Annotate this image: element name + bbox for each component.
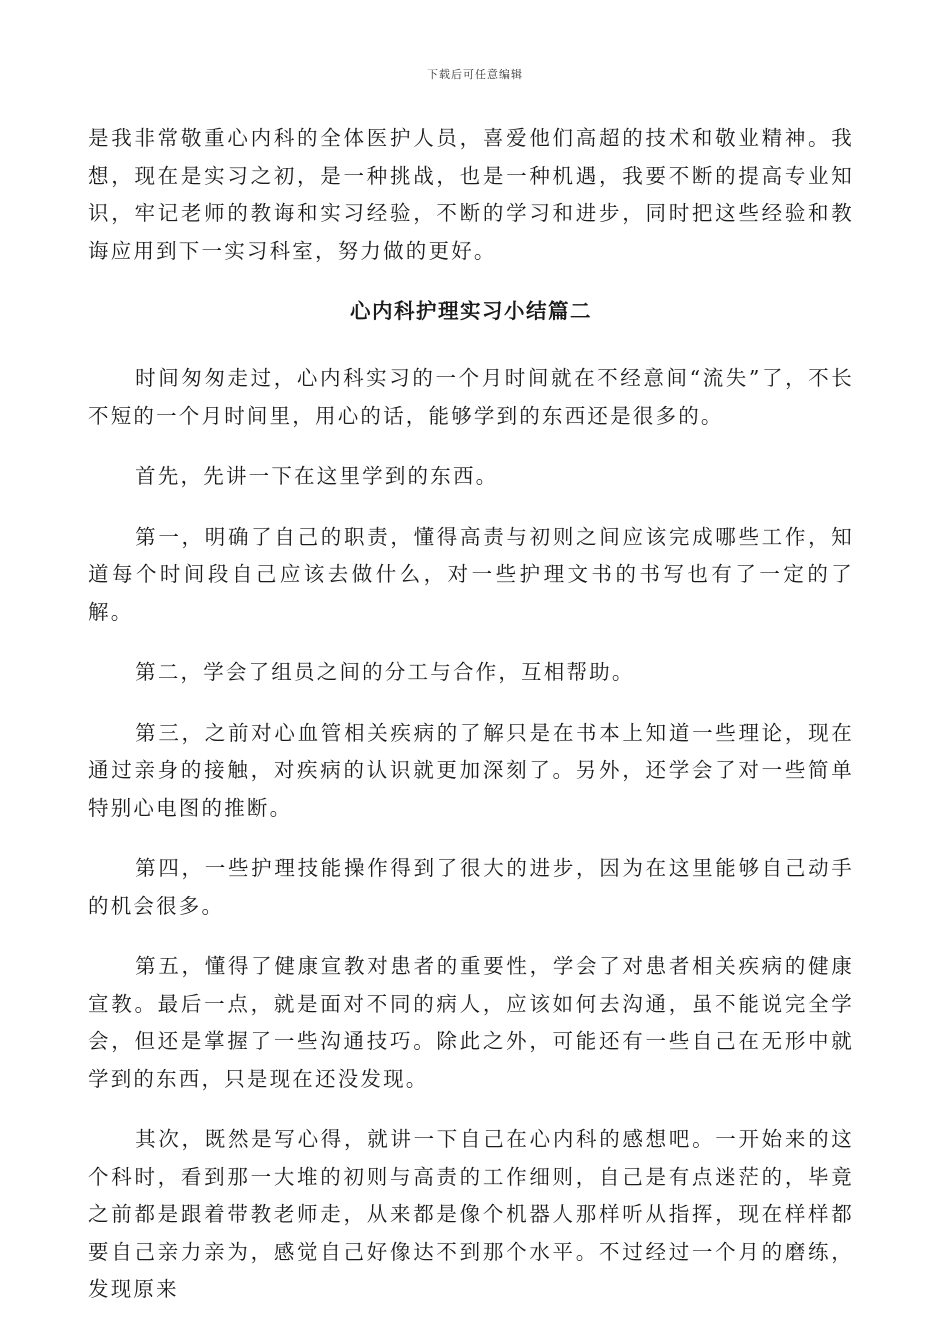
- section-title: 心内科护理实习小结篇二: [350, 299, 592, 323]
- body-paragraph-3: 第一，明确了自己的职责，懂得高责与初则之间应该完成哪些工作，知道每个时间段自己应该去做什么，对一些护理文书的书写也有了一定的了解。: [88, 524, 854, 624]
- body-paragraph-7: 第五，懂得了健康宣教对患者的重要性，学会了对患者相关疾病的健康宣教。最后一点，就是面对不同的病人，应该如何去沟通，虽不能说完全学会，但还是掌握了一些沟通技巧。除此之外，可能还有一些自己在无形中就学到的东西，只是现在还没发现。: [88, 954, 854, 1091]
- body-paragraph-5: 第三，之前对心血管相关疾病的了解只是在书本上知道一些理论，现在通过亲身的接触，对疾病的认识就更加深刻了。另外，还学会了对一些简单特别心电图的推断。: [88, 720, 854, 820]
- body-paragraph-1: 时间匆匆走过，心内科实习的一个月时间就在不经意间“流失”了，不长不短的一个月时间里，用心的话，能够学到的东西还是很多的。: [88, 366, 854, 428]
- body-paragraph-2: 首先，先讲一下在这里学到的东西。: [135, 464, 499, 488]
- document-body: [88, 120, 854, 1332]
- body-paragraph-6: 第四，一些护理技能操作得到了很大的进步，因为在这里能够自己动手的机会很多。: [88, 856, 854, 918]
- body-paragraph-8: 其次，既然是写心得，就讲一下自己在心内科的感想吧。一开始来的这个科时，看到那一大堆的初则与高责的工作细则，自己是有点迷茫的，毕竟之前都是跟着带教老师走，从来都是像个机器人那样听从指挥，现在样样都要自己亲力亲为，感觉自己好像达不到那个水平。不过经过一个月的磨练，发现原来: [88, 1127, 854, 1301]
- body-paragraph-4: 第二，学会了组员之间的分工与合作，互相帮助。: [135, 660, 635, 684]
- intro-continued-paragraph: 是我非常敬重心内科的全体医护人员，喜爱他们高超的技术和敬业精神。我想，现在是实习之初，是一种挑战，也是一种机遇，我要不断的提高专业知识，牢记老师的教诲和实习经验，不断的学习和进步，同时把这些经验和教诲应用到下一实习科室，努力做的更好。: [88, 126, 854, 263]
- page-header-note: 下载后可任意编辑: [427, 68, 523, 81]
